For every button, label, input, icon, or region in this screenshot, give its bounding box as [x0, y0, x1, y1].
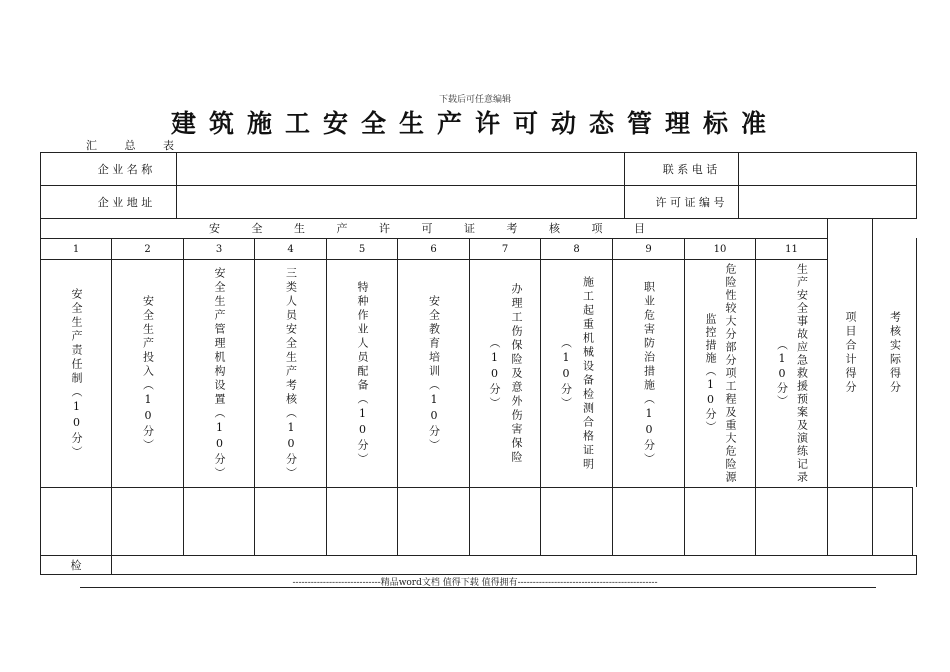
license-no-label: 许 可 证 编 号 — [655, 195, 725, 209]
company-name-label: 企 业 名 称 — [97, 162, 153, 176]
footer-note: -----------------------------精品word文档 值得下载 值得拥有---------------------------------------------- — [292, 578, 658, 588]
col-number: 5 — [358, 243, 366, 255]
column-header: 安全生产投入（10分） — [141, 294, 155, 453]
actual-score-header: 考核实际得分 — [888, 311, 902, 395]
contact-phone-label: 联 系 电 话 — [662, 162, 718, 176]
column-header: 三类人员安全生产考核（10分） — [284, 266, 298, 481]
column-header: 安全生产责任制（10分） — [70, 287, 83, 460]
column-header: 安全教育培训（10分） — [427, 294, 441, 453]
section-header: 安 全 生 产 许 可 证 考 核 项 目 — [209, 222, 659, 235]
col-number: 1 — [72, 243, 80, 255]
inspection-label: 检 — [70, 558, 82, 572]
column-header: 施工起重机械设备检测合格证明（10分） — [559, 275, 595, 472]
col-number: 7 — [501, 243, 509, 255]
summary-label: 汇 总 表 — [86, 139, 186, 152]
col-number: 11 — [785, 243, 798, 255]
page-title: 建筑施工安全生产许可动态管理标准 — [170, 109, 779, 138]
column-header: 办理工伤保险及意外伤害保险（10分） — [488, 282, 523, 465]
col-number: 3 — [215, 243, 223, 255]
col-number: 8 — [573, 243, 580, 255]
column-header: 生产安全事故应急救援预案及演练记录（10分） — [775, 263, 809, 484]
total-score-header: 项目合计得分 — [844, 311, 857, 395]
column-header: 特种作业人员配备（10分） — [356, 280, 369, 467]
col-number: 10 — [713, 243, 727, 255]
col-number: 2 — [144, 243, 151, 255]
column-header: 职业危害防治措施（10分） — [642, 280, 656, 467]
top-note: 下载后可任意编辑 — [438, 95, 511, 105]
col-number: 9 — [645, 243, 652, 255]
col-number: 4 — [287, 243, 294, 255]
company-address-label: 企 业 地 址 — [97, 195, 153, 209]
column-header: 安全生产管理机构设置（10分） — [213, 266, 226, 481]
column-header: 危险性较大分部分项工程及重大危险源监控措施（10分） — [704, 263, 737, 484]
col-number: 6 — [430, 243, 437, 255]
